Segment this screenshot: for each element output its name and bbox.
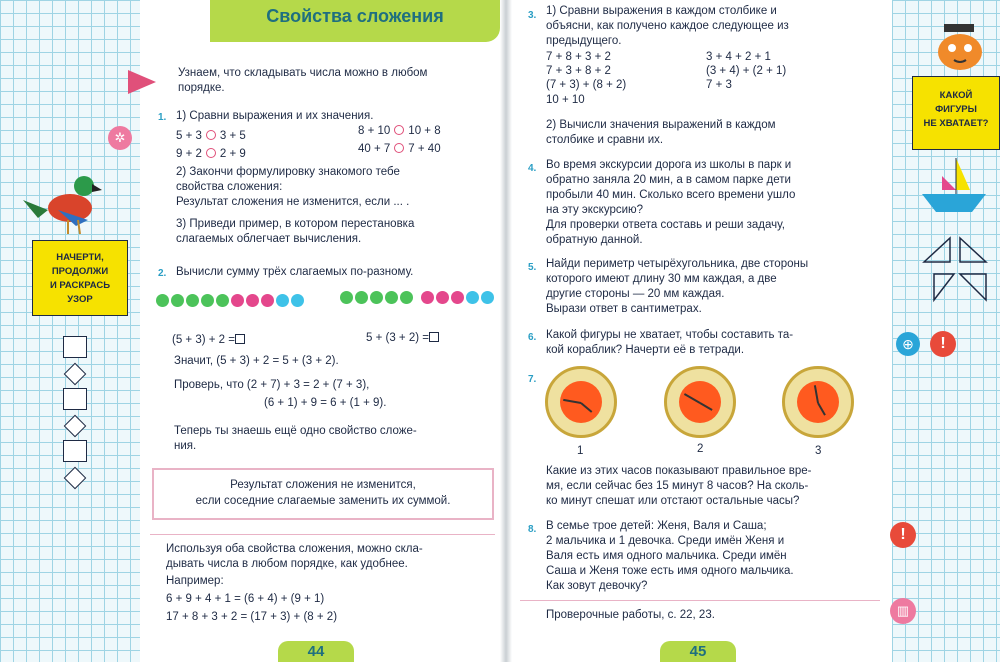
task-text: столбике и сравни их. [546,134,664,146]
expr-col2: 3 + 4 + 2 + 1 [706,51,771,63]
equation: (5 + 3) + 2 = [172,333,245,348]
task-text: пробыли 40 мин. Сколько всего времени ушло [546,189,796,201]
task-text: 2 мальчика и 1 девочка. Среди имён Женя и [546,535,785,547]
task-number: 5. [528,262,537,273]
intro-line: Узнаем, что складывать числа можно в любом [178,67,428,79]
task-text: 1) Сравни выражения в каждом столбике и [546,5,777,17]
task-text: Найди периметр четырёхугольника, две стороны [546,258,809,270]
boat-icon [918,156,990,228]
task-text: другие стороны — 20 мм каждая. [546,288,725,300]
task-text: обратную данной. [546,234,643,246]
task-text: на эту экскурсию? [546,204,644,216]
expr-col1: 7 + 8 + 3 + 2 [546,51,611,63]
expr-col1: 7 + 3 + 8 + 2 [546,65,611,77]
equation: (6 + 1) + 9 = 6 + (1 + 9). [264,397,387,409]
task-text: 2) Вычисли значения выражений в каждом [546,119,776,131]
expr-col2: (3 + 4) + (2 + 1) [706,65,787,77]
bead [291,294,304,307]
book-icon: ▥ [890,598,916,624]
bead [466,291,479,304]
page-number: 44 [278,641,354,662]
equation: Проверь, что (2 + 7) + 3 = 2 + (7 + 3), [174,379,370,391]
task-text: предыдущего. [546,35,622,47]
pattern-square [63,336,87,358]
bead [246,294,259,307]
exclamation-icon: ! [890,522,916,548]
compare-circle [206,130,216,140]
bead [436,291,449,304]
bead [186,294,199,307]
task-text: Саша и Женя тоже есть имя одного мальчика. [546,565,794,577]
text-line: ния. [174,440,197,452]
cat-icon [930,22,990,74]
bead [201,294,214,307]
task-number: 7. [528,374,537,385]
bead [156,294,169,307]
compare-row: 9 + 2 2 + 9 [176,148,246,160]
task-text: В семье трое детей: Женя, Валя и Саша; [546,520,767,532]
rule-text: если соседние слагаемые заменить их суммой. [195,495,451,507]
compare-circle [394,125,404,135]
left-margin-grid [0,0,140,662]
task-text: Для проверки ответа составь и реши задачу, [546,219,785,231]
compare-circle [206,148,216,158]
rule-text: Результат сложения не изменится, [230,479,416,491]
text-line: Используя оба свойства сложения, можно скла- [166,543,423,555]
task-number: 6. [528,332,537,343]
compare-row: 40 + 7 7 + 40 [358,143,441,155]
clock-label: 2 [697,443,704,455]
bead [261,294,274,307]
bead [421,291,434,304]
shapes-icon [920,234,990,304]
expr-col1: 10 + 10 [546,94,585,106]
think-icon: ✲ [108,126,132,150]
task-text: Вычисли сумму трёх слагаемых по-разному. [176,266,414,278]
divider [520,600,880,601]
compare-row: 5 + 3 3 + 5 [176,130,246,142]
task-text: ко минут спешат или отстают остальные часы? [546,495,800,507]
task-text: Как зовут девочку? [546,580,648,592]
task-number: 3. [528,10,537,21]
bead [355,291,368,304]
text-line: Теперь ты знаешь ещё одно свойство сложе- [174,425,417,437]
compare-circle [394,143,404,153]
task-text: 3) Приведи пример, в котором перестановка [176,218,415,230]
equation: 5 + (3 + 2) = [366,331,439,346]
bead [385,291,398,304]
clock-1-icon [545,366,617,438]
task-text: Во время экскурсии дорога из школы в парк и [546,159,792,171]
bead [400,291,413,304]
pattern-square [63,440,87,462]
exclamation-icon: ! [930,331,956,357]
title-tab [210,0,500,42]
answer-box [235,334,245,344]
clock-3-icon [782,366,854,438]
answer-box [429,332,439,342]
task-text: которого имеют длину 30 мм каждая, а две [546,273,777,285]
equation: Значит, (5 + 3) + 2 = 5 + (3 + 2). [174,355,339,367]
clock-label: 3 [815,445,822,457]
divider [150,534,495,535]
clock-label: 1 [577,445,584,457]
task-text: объясни, как получено каждое следующее из [546,20,789,32]
bookmark-arrow-icon [128,70,156,94]
task-number: 1. [158,112,167,123]
page-title: Свойства сложения [266,6,444,26]
equation: 6 + 9 + 4 + 1 = (6 + 4) + (9 + 1) [166,593,325,605]
left-margin-badge: НАЧЕРТИ, ПРОДОЛЖИ И РАСКРАСЬ УЗОР [32,240,128,316]
task-number: 2. [158,268,167,279]
bead [340,291,353,304]
clock-2-icon [664,366,736,438]
task-text: 2) Закончи формулировку знакомого тебе [176,166,400,178]
bead [276,294,289,307]
intro-line: порядке. [178,82,225,94]
bead [216,294,229,307]
bead [370,291,383,304]
task-number: 8. [528,524,537,535]
globe-icon: ⊕ [896,332,920,356]
bead [231,294,244,307]
pattern-square [63,388,87,410]
task-text: Результат сложения не изменится, если ... . [176,196,410,208]
task-text: свойства сложения: [176,181,283,193]
task-text: Какие из этих часов показывают правильное вре- [546,465,812,477]
task-text: 1) Сравни выражения и их значения. [176,110,374,122]
task-text: кой кораблик? Начерти её в тетради. [546,344,745,356]
task-text: Какой фигуры не хватает, чтобы составить та- [546,329,794,341]
task-text: обратно заняла 20 мин, а в самом парке дети [546,174,791,186]
book-spine [500,0,512,662]
task-text: мя, если сейчас без 15 минут 8 часов? На сколь- [546,480,809,492]
right-margin-badge: КАКОЙ ФИГУРЫ НЕ ХВАТАЕТ? [912,76,1000,150]
text-line: дывать числа в любом порядке, как удобнее. [166,558,408,570]
task-text: Валя есть имя одного мальчика. Среди имён [546,550,787,562]
task-number: 4. [528,163,537,174]
task-text: слагаемых облегчает вычисления. [176,233,362,245]
bead [171,294,184,307]
task-text: Вырази ответ в сантиметрах. [546,303,702,315]
check-work: Проверочные работы, с. 22, 23. [546,609,715,621]
bead [451,291,464,304]
expr-col2: 7 + 3 [706,79,732,91]
page-number: 45 [660,641,736,662]
expr-col1: (7 + 3) + (8 + 2) [546,79,627,91]
text-line: Например: [166,575,224,587]
bead [481,291,494,304]
compare-row: 8 + 10 10 + 8 [358,125,441,137]
parrot-icon [18,170,118,240]
equation: 17 + 8 + 3 + 2 = (17 + 3) + (8 + 2) [166,611,338,623]
